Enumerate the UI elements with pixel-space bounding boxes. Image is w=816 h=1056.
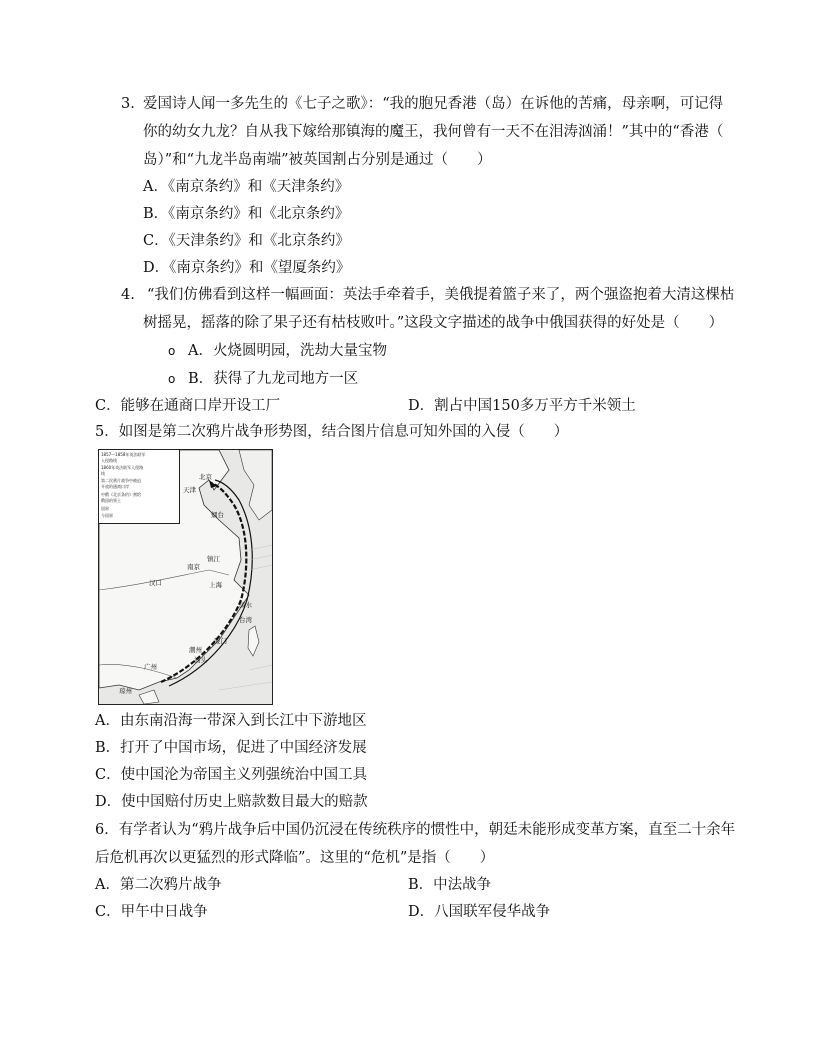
legend-item: 第二次鸦片战争中被迫 (101, 478, 141, 483)
map-label: 南京 (187, 563, 200, 571)
q3-stem-line2: 你的幼女九龙？自从我下嫁给那镇海的魔王，我何曾有一天不在泪涛汹涌！”其中的“香港（ (143, 124, 724, 140)
map-label: 台湾 (239, 616, 252, 624)
q3-option-d: D．《南京条约》和《望厦条约》 (143, 260, 351, 276)
map-label: 广州 (144, 663, 157, 671)
map-label: 厦门 (214, 637, 227, 645)
q5-option-b: B．打开了中国市场，促进了中国经济发展 (95, 740, 367, 756)
map-label: 上海 (209, 581, 222, 589)
bullet-icon: o (168, 372, 176, 386)
map-label: 潮州 (189, 646, 202, 654)
legend-item: 入侵路线 (101, 458, 117, 463)
legend-item: 今国界 (101, 513, 113, 518)
q4-option-b-text: B．获得了九龙司地方一区 (188, 371, 359, 387)
q4-number: 4. (121, 287, 135, 303)
legend-item: 国界 (101, 506, 109, 511)
map-label: 汕头 (194, 656, 207, 664)
q6-option-c: C．甲午中日战争 (95, 904, 208, 920)
q4-option-d: D．割占中国150多万平方千米领土 (408, 398, 636, 414)
q4-option-c: C．能够在通商口岸开设工厂 (95, 398, 281, 414)
q4-option-a-text: A．火烧圆明园，洗劫大量宝物 (188, 343, 387, 359)
map-label: 镇江 (207, 555, 220, 563)
bullet-icon: o (168, 344, 176, 358)
legend-item: 开放的通商口岸 (101, 484, 129, 489)
q6-stem-line1: 6．有学者认为“鸦片战争后中国仍沉浸在传统秩序的惯性中，朝廷未能形成变革方案，直至二十余年 (95, 822, 736, 838)
legend-item: 1857—1858年英法联军 (101, 452, 146, 457)
map-label: 汉口 (149, 579, 162, 587)
legend-item: 线 (101, 471, 105, 476)
q6-option-b: B．中法战争 (408, 877, 492, 893)
q6-stem-line2: 后危机再次以更猛烈的形式降临”。这里的“危机”是指（ ） (95, 850, 495, 866)
map-label: 琼州 (119, 687, 132, 695)
q4-stem-line2: 树摇晃，摇落的除了果子还有枯枝败叶。”这段文字描述的战争中俄国获得的好处是（ ） (143, 315, 724, 331)
map-legend (99, 450, 180, 524)
q3-line1 (121, 94, 723, 114)
q5-option-d: D．使中国赔付历史上赔款数目最大的赔款 (95, 794, 368, 810)
q4-option-a (168, 341, 387, 361)
q3-option-b: B．《南京条约》和《北京条约》 (143, 206, 350, 222)
q5-option-a: A．由东南沿海一带深入到长江中下游地区 (95, 713, 367, 729)
q5-stem: 5．如图是第二次鸦片战争形势图，结合图片信息可知外国的入侵（ ） (95, 424, 569, 440)
map-label: 天津 (183, 486, 196, 494)
q4-stem-line1: “我们仿佛看到这样一幅画面：英法手牵着手，美俄提着篮子来了，两个强盗抱着大清这棵枯 (147, 287, 735, 303)
map-label: 烟台 (211, 511, 224, 519)
map-label: 淡水 (239, 601, 252, 609)
legend-item: 1860年英法联军入侵路 (101, 465, 144, 470)
war-map-figure (98, 449, 273, 705)
q5-option-c: C．使中国沦为帝国主义列强统治中国工具 (95, 767, 368, 783)
q3-option-c: C．《天津条约》和《北京条约》 (143, 233, 350, 249)
q3-stem-line3: 岛）”和“九龙半岛南端”被英国割占分别是通过（ ） (143, 152, 492, 168)
q3-option-a: A．《南京条约》和《天津条约》 (143, 179, 350, 195)
map-label: 北京 (199, 473, 212, 481)
legend-item: 俄国的领土 (101, 498, 121, 503)
q4-line1 (121, 285, 734, 305)
q6-option-d: D．八国联军侵华战争 (408, 904, 551, 920)
legend-item: 中俄《北京条约》割给 (101, 492, 141, 497)
q6-option-a: A．第二次鸦片战争 (95, 877, 222, 893)
q3-stem-line1: 爱国诗人闻一多先生的《七子之歌》：“我的胞兄香港（岛）在诉他的苦痛，母亲啊，可记得 (143, 96, 724, 112)
q3-number: 3. (121, 96, 135, 112)
q4-option-b (168, 369, 358, 389)
